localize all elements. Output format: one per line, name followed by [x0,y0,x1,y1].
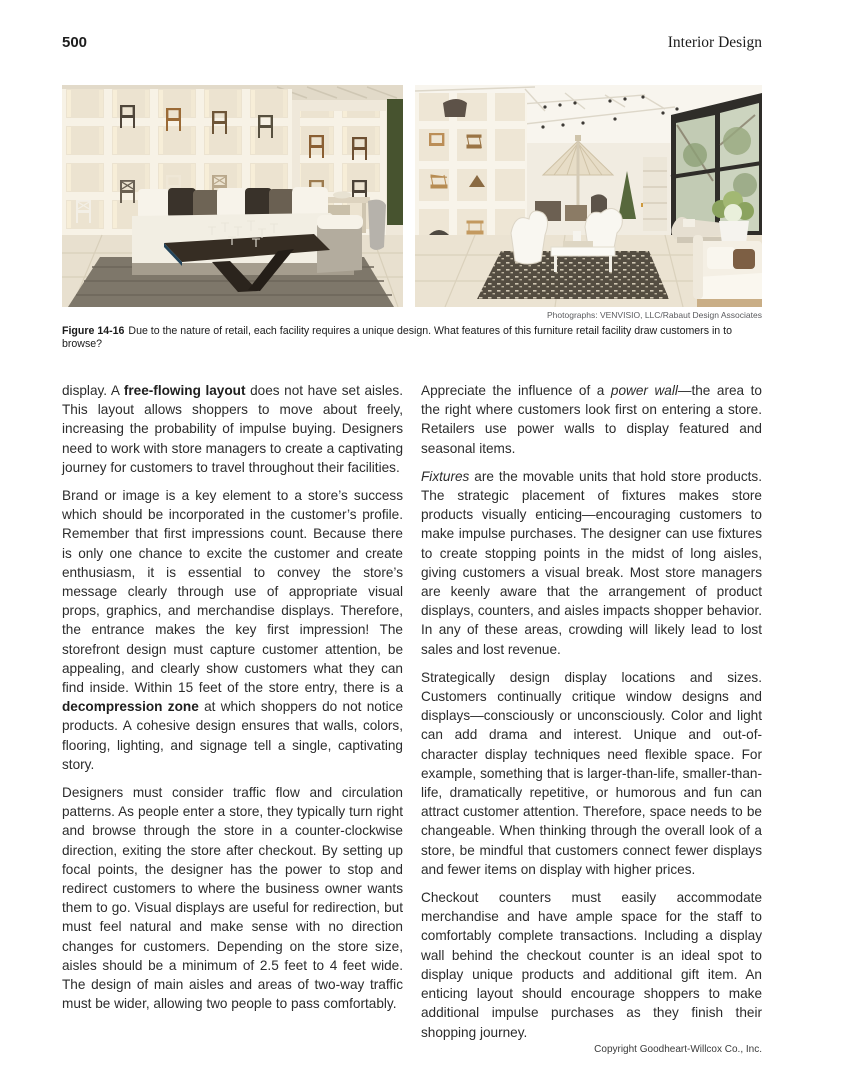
text-segment: Brand or image is a key element to a store’s success which should be incorporated in the customer’s profile. Remember that first impressions count. Because there is only one chance to excite the customer and create enthusiasm, it is essential to convey the store’s message clearly through use of appropriate visual props, graphics, and merchandise displays. Therefore, the entrance makes the key first impression! The storefront design must capture customer attention, be appealing, and clearly show customers what they can find inside. Within 15 feet of the store entry, there is a [62,488,403,696]
white-sofa [693,235,762,307]
figure-label: Figure 14-16 [62,325,125,337]
figure-caption-text: Due to the nature of retail, each facility requires a unique design. What features of this furniture retail facility draw customers in to browse? [62,325,732,350]
paragraph [62,783,403,1013]
text-segment: are the movable units that hold store products. The strategic placement of fixtures makes store products visually enticing—encouraging customers to make impulse purchases. The designer can use fixtures to create stopping points in the midst of long aisles, giving customers a visual break. Most store managers are keenly aware that the arrangement of product displays, counters, and aisles impacts shopper behavior. In any of these areas, crowding will likely lead to lost sales and lost revenue. [421,468,762,657]
italic-term: Fixtures [421,468,470,484]
paragraph [421,381,762,458]
text-segment: Checkout counters must easily accommodate merchandise and have ample space for the staff to comfortably complete transactions. Including a display wall behind the checkout counter is an ideal spot to display unique products and additional gift item. An enticing layout should encourage shoppers to make additional impulse purchases as they finish their shopping journey. [421,890,762,1040]
plant-wall [387,99,403,225]
body-text [62,381,762,1051]
showroom-photo-left [62,85,403,307]
text-segment: Designers must consider traffic flow and circulation patterns. As people enter a store, they typically turn right and browse through the store in a counter-clockwise direction, exiting the store after checkout. By setting up focal points, the designer has the power to stop and redirect customers to where the business owner wants them to go. Visual displays are useful for redirection, but must feel natural and make sense with no direction changes for customers. Depending on the store size, aisles should be a minimum of 2.5 feet to 4 feet wide. The design of main aisles and areas of two-way traffic must be wider, allowing two people to pass comfortably. [62,785,403,1012]
text-segment: Strategically design display locations and sizes. Customers continually critique window designs and displays—consciously or unconsciously. Color and light can add drama and interest. Unique and out-of-character display techniques need flexible space. For example, something that is larger-than-life, smaller-than-life, dramatically repetitive, or humorous and fun can attract customer attention. Therefore, space needs to be changeable. When thinking through the overall look of a store, be mindful that customers connect fewer displays and fewer items on display with higher prices. [421,669,762,877]
figure-images [62,85,762,307]
figure-caption [62,325,770,351]
gray-chair [368,200,386,250]
paragraph [421,467,762,659]
copyright-notice: Copyright Goodheart-Willcox Co., Inc. [594,1044,762,1055]
page-number: 500 [62,34,88,51]
text-segment: does not have set aisles. This layout allows shoppers to move about freely, increasing the probability of impulse buying. Designers need to work with store managers to create a captivating journey for customers to travel throughout their facilities. [62,383,403,475]
right-column [421,381,762,1051]
running-head: Interior Design [667,34,762,51]
showroom-photo-right [415,85,762,307]
italic-term: power wall [610,383,678,398]
paragraph [62,381,403,477]
left-column [62,381,403,1051]
text-segment: at which shoppers do not notice products. A cohesive design ensures that walls, colors, flooring, lighting, and signage tell a single, captivating story. [62,699,403,772]
paragraph [421,888,762,1042]
patterned-rug [477,251,669,299]
page-header [62,34,762,52]
paragraph [421,668,762,879]
text-segment: Appreciate the influence of a [421,383,611,398]
text-segment: display. A [62,383,124,398]
bold-term: free-flowing layout [123,383,246,398]
paragraph [62,486,403,774]
bold-term: decompression zone [62,699,199,715]
photo-credit: Photographs: VENVISIO, LLC/Rabaut Design Associates [547,310,762,320]
text-segment: —the area to the right where customers look first on entering a store. Retailers use power walls to display featured and seasonal items. [421,383,762,456]
